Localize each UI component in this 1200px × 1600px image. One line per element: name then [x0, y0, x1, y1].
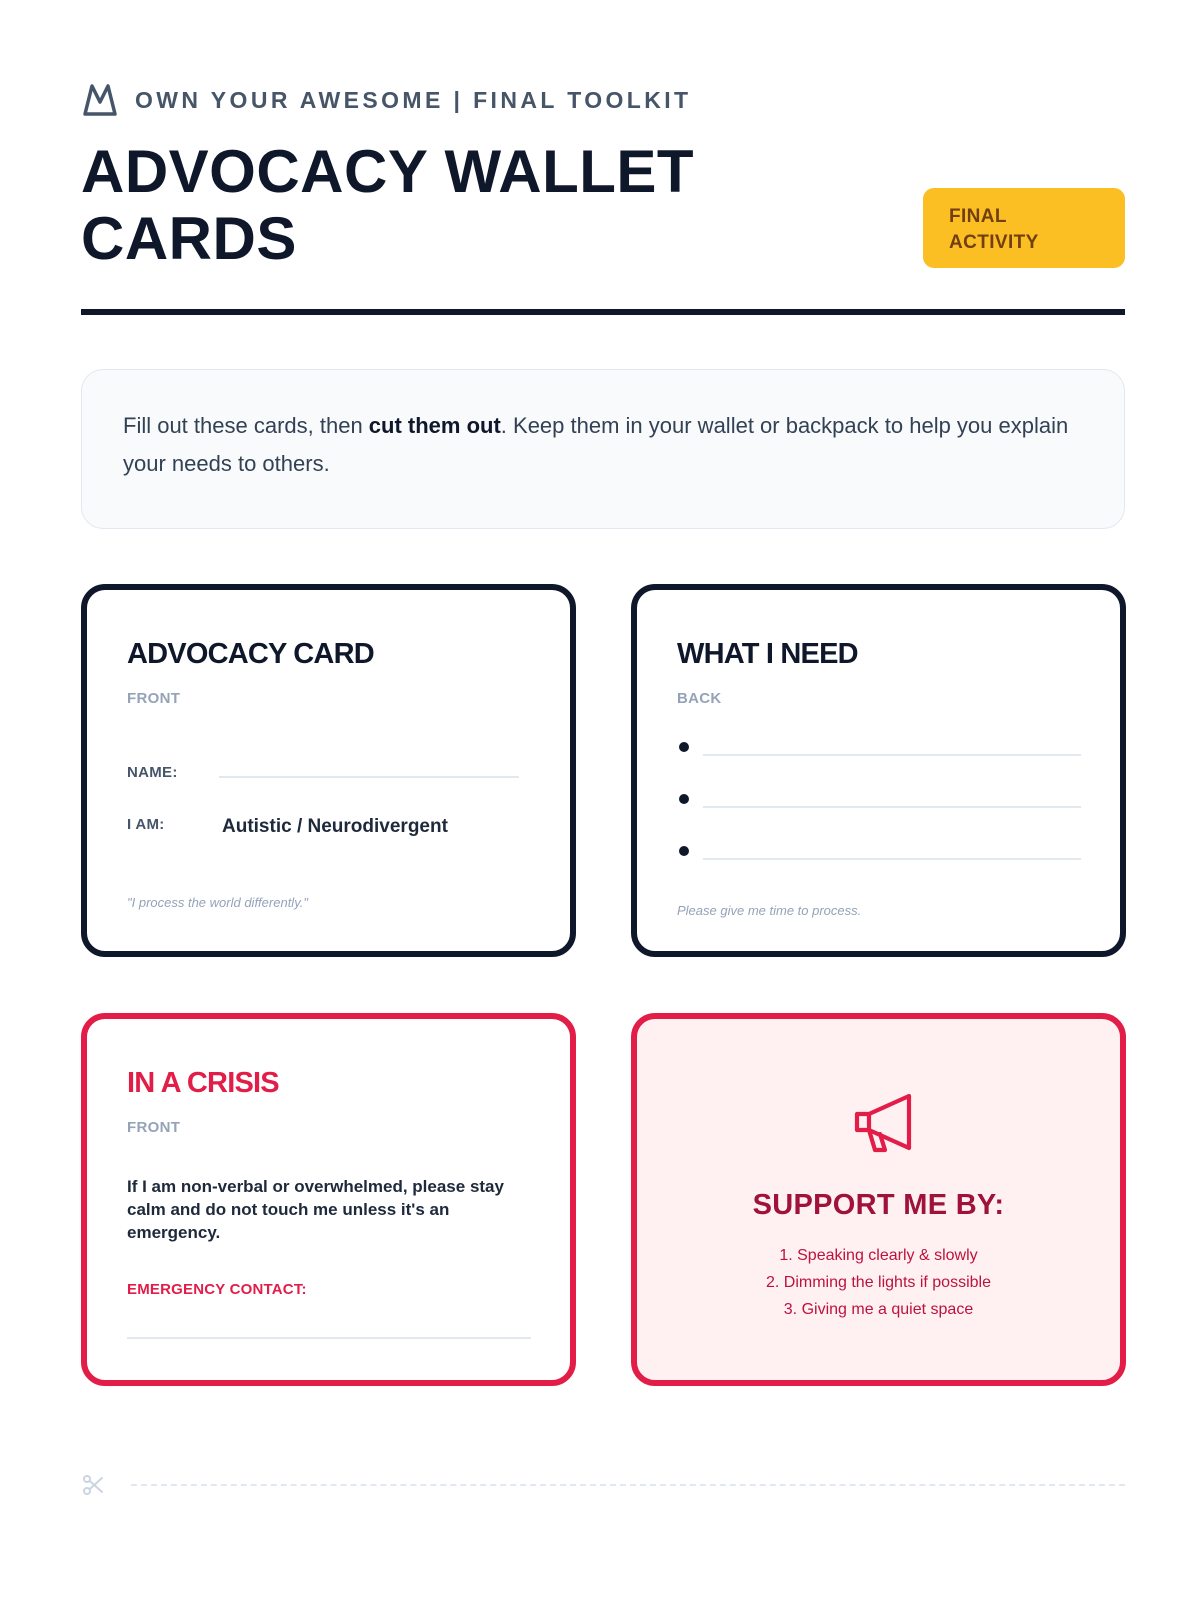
need-field-3[interactable] [703, 858, 1081, 860]
advocacy-quote: "I process the world differently." [127, 895, 308, 910]
page-title-line-1: ADVOCACY WALLET [81, 138, 695, 205]
advocacy-card-side: FRONT [127, 690, 181, 707]
final-activity-badge [923, 188, 1125, 268]
what-i-need-title: WHAT I NEED [677, 638, 858, 670]
name-field[interactable] [219, 776, 519, 778]
need-bullet [679, 742, 689, 752]
emergency-contact-label: EMERGENCY CONTACT: [127, 1281, 307, 1298]
badge-line-1: FINAL [949, 206, 1007, 227]
intro-emphasis: cut them out [368, 413, 501, 438]
mountain-icon [81, 82, 119, 118]
i-am-value: Autistic / Neurodivergent [222, 816, 448, 837]
page-header [81, 82, 692, 118]
i-am-label: I AM: [127, 816, 165, 833]
support-item: 1. Speaking clearly & slowly [779, 1247, 978, 1264]
what-i-need-side: BACK [677, 690, 722, 707]
crisis-card [81, 1013, 576, 1386]
scissors-icon [81, 1473, 105, 1497]
advocacy-card-title: ADVOCACY CARD [127, 638, 374, 670]
intro-text-end: . Keep them in your wallet or backpack to help you explain your needs to others. [123, 413, 1069, 476]
crisis-instructions: If I am non-verbal or overwhelmed, please stay calm and do not touch me unless it's an emergency. [127, 1177, 504, 1242]
support-item: 3. Giving me a quiet space [783, 1301, 974, 1318]
toolkit-kicker: OWN YOUR AWESOME | FINAL TOOLKIT [135, 86, 692, 113]
emergency-contact-field[interactable] [127, 1337, 531, 1339]
instructions-box [81, 369, 1125, 529]
page-title-line-2: CARDS [81, 205, 297, 272]
need-field-1[interactable] [703, 754, 1081, 756]
need-note: Please give me time to process. [677, 903, 862, 918]
need-field-2[interactable] [703, 806, 1081, 808]
crisis-card-title: IN A CRISIS [127, 1067, 279, 1099]
header-divider [81, 309, 1125, 315]
page-title [81, 138, 841, 272]
crisis-card-side: FRONT [127, 1119, 181, 1136]
cut-guide [81, 1470, 1125, 1500]
dashed-cut-line [131, 1484, 1125, 1486]
badge-line-2: ACTIVITY [949, 232, 1039, 253]
what-i-need-card [631, 584, 1126, 957]
advocacy-card [81, 584, 576, 957]
need-bullet [679, 794, 689, 804]
name-label: NAME: [127, 764, 178, 781]
intro-text-start: Fill out these cards, then [123, 413, 369, 438]
megaphone-icon [854, 1091, 916, 1155]
support-card [631, 1013, 1126, 1386]
support-item: 2. Dimming the lights if possible [766, 1274, 991, 1291]
need-bullet [679, 846, 689, 856]
support-title: SUPPORT ME BY: [752, 1189, 1005, 1221]
support-list [637, 1242, 1120, 1323]
